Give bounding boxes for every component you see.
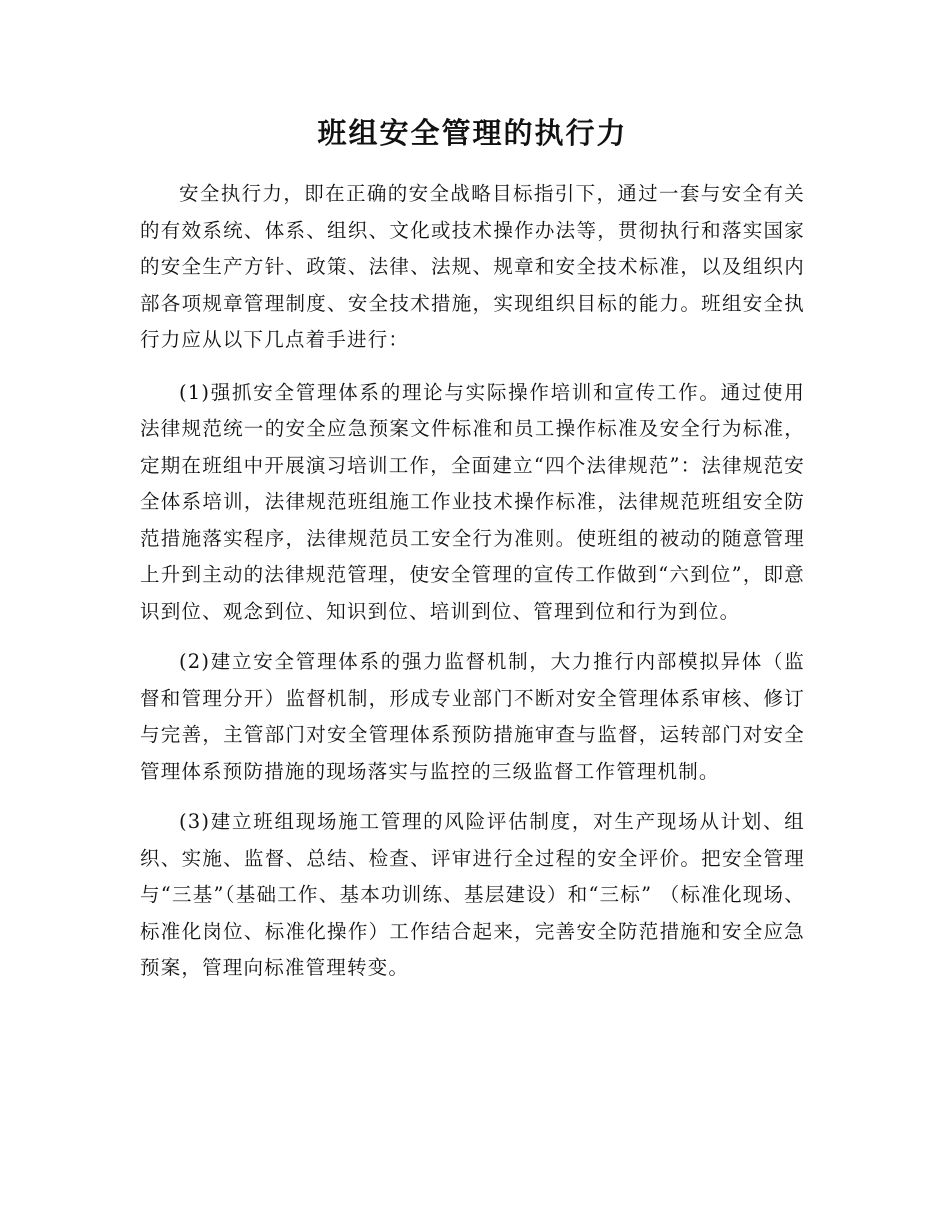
document-title: 班组安全管理的执行力	[317, 116, 628, 150]
point-2-paragraph: (2)建立安全管理体系的强力监督机制，大力推行内部模拟异体（监督和管理分开）监督机制，形成专业部门不断对安全管理体系审核、修订与完善，主管部门对安全管理体系预防措施审查与监督，运转部门对安全管理体系预防措施的现场落实与监控的三级监督工作管理机制。	[140, 650, 805, 783]
point-1-paragraph: (1)强抓安全管理体系的理论与实际操作培训和宣传工作。通过使用法律规范统一的安全应急预案文件标准和员工操作标准及安全行为标准，定期在班组中开展演习培训工作，全面建立“四个法律规范”：法律规范安全体系培训，法律规范班组施工作业技术操作标准，法律规范班组安全防范措施落实程序，法律规范员工安全行为准则。使班组的被动的随意管理上升到主动的法律规范管理，使安全管理的宣传工作做到“六到位”，即意识到位、观念到位、知识到位、培训到位、管理到位和行为到位。	[140, 380, 805, 623]
point-3-paragraph: (3)建立班组现场施工管理的风险评估制度，对生产现场从计划、组织、实施、监督、总结、检查、评审进行全过程的安全评价。把安全管理与“三基”（基础工作、基本功训练、基层建设）和“三标” （标准化现场、标准化岗位、标准化操作）工作结合起来，完善安全防范措施和安全应急预案，管理向标准管理转变。	[140, 810, 805, 979]
intro-paragraph: 安全执行力，即在正确的安全战略目标指引下，通过一套与安全有关的有效系统、体系、组织、文化或技术操作办法等，贯彻执行和落实国家的安全生产方针、政策、法律、法规、规章和安全技术标准，以及组织内部各项规章管理制度、安全技术措施，实现组织目标的能力。班组安全执行力应从以下几点着手进行：	[140, 182, 805, 351]
document-page	[140, 112, 805, 1001]
